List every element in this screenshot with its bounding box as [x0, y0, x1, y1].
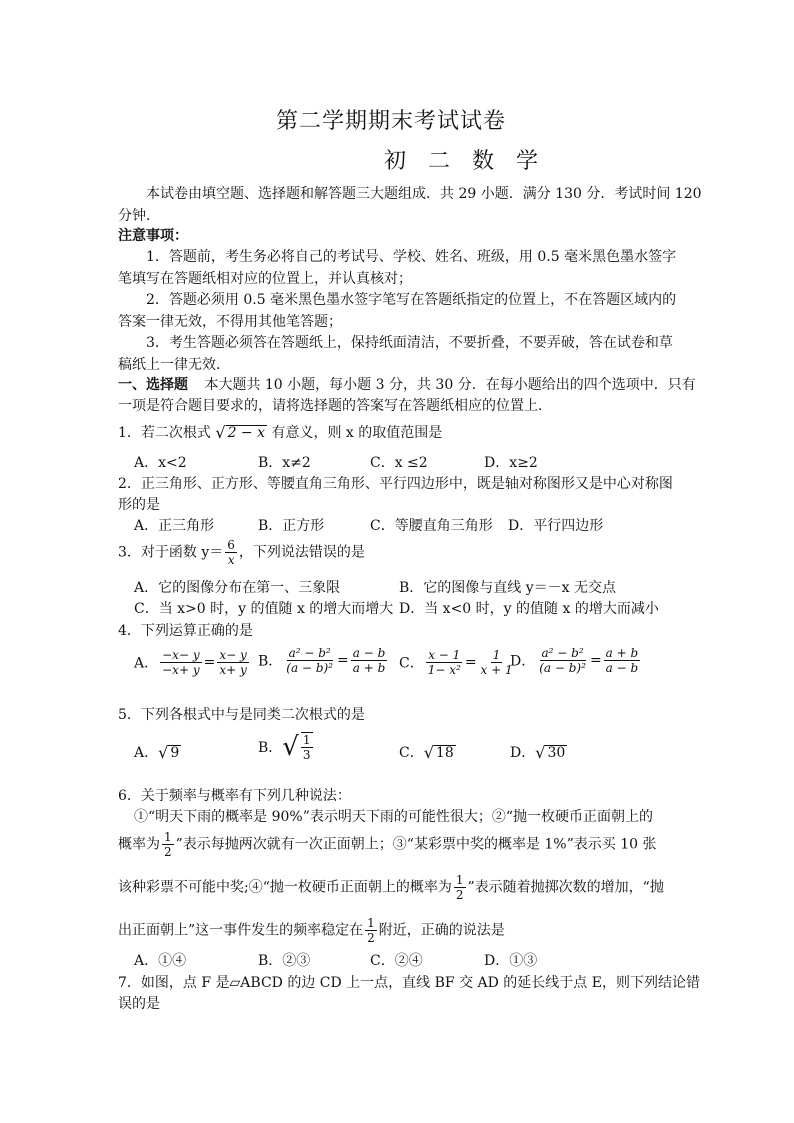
q1-pre: 1．若二次根式	[118, 425, 211, 441]
q4-d-right-den: a − b	[605, 661, 639, 675]
q4-c-eq: =	[464, 654, 477, 671]
q4-c-right-den: x + 1	[480, 663, 513, 677]
note-3-line-1: 3．考生答题必须答在答题纸上，保持纸面清洁，不要折叠，不要弄破，答在试卷和草	[146, 335, 673, 351]
q3-option-c: C．当 x>0 时，y 的值随 x 的增大而增大	[134, 601, 394, 617]
q5-d-sqrt: √ 30	[535, 743, 566, 762]
intro-line-1: 本试卷由填空题、选择题和解答题三大题组成．共 29 小题．满分 130 分．考试时间 120	[146, 186, 702, 202]
note-2-line-1: 2．答题必须用 0.5 毫米黑色墨水签字笔写在答题纸指定的位置上，不在答题区域内的	[146, 292, 677, 308]
q1-sqrt: √ 2 − x	[215, 423, 266, 442]
q6-half-2	[454, 873, 466, 902]
q5-a-radicand: 9	[170, 745, 180, 761]
q3-option-d: D．当 x<0 时，y 的值随 x 的增大而减小	[399, 601, 659, 617]
q4-a-left-num: −x− y	[162, 648, 200, 662]
question-5-stem: 5．下列各根式中与是同类二次根式的是	[118, 707, 365, 723]
q4-option-a	[134, 648, 251, 677]
section-1-line-1	[118, 374, 696, 394]
q6-option-a: A．①④	[134, 953, 187, 969]
question-3-stem	[118, 538, 365, 567]
q5-d-radicand: 30	[547, 745, 566, 761]
q4-option-c	[399, 648, 517, 677]
q4-b-left	[284, 646, 335, 675]
q5-option-b	[258, 732, 315, 762]
q4-d-eq: =	[589, 652, 602, 669]
q5-c-label: C．	[399, 745, 424, 761]
q4-a-left	[160, 648, 201, 677]
q6-line-2	[118, 830, 657, 859]
q6-half-den: 2	[455, 888, 464, 902]
q2-option-d: D．平行四边形	[508, 518, 604, 534]
question-1-stem	[118, 422, 442, 442]
q6-l2-pre: 概率为	[118, 836, 160, 853]
q5-b-fraction	[301, 732, 313, 762]
q3-option-b: B．它的图像与直线 y＝－x 无交点	[399, 580, 616, 596]
q4-d-label: D．	[510, 653, 536, 670]
question-2-line-1: 2．正三角形、正方形、等腰直角三角形、平行四边形中，既是轴对称图形又是中心对称图	[118, 476, 673, 492]
q6-half-num: 1	[367, 916, 375, 930]
q4-a-right	[217, 648, 248, 677]
q5-option-a	[134, 742, 181, 762]
q4-d-right	[604, 646, 641, 675]
q6-line-4	[118, 916, 505, 945]
q6-l4-post: 附近，正确的说法是	[378, 922, 505, 939]
q6-l2-post: ”表示每抛两次就有一次正面朝上；③“某彩票中奖的概率是 1%”表示买 10 张	[175, 836, 657, 853]
q2-option-a: A．正三角形	[134, 518, 215, 534]
q1-option-c: C．x ≤2	[370, 455, 428, 471]
page-subtitle	[384, 144, 560, 175]
q4-option-d	[510, 646, 642, 675]
subtitle-char: 二	[428, 149, 451, 174]
q5-option-c	[399, 742, 456, 762]
q4-a-label: A．	[134, 655, 159, 672]
q4-d-left	[537, 646, 588, 675]
q3-post: ，下列说法错误的是	[238, 544, 365, 561]
q6-half-num: 1	[164, 830, 172, 844]
q5-b-num: 1	[302, 733, 311, 747]
q4-c-label: C．	[399, 655, 424, 672]
q4-b-left-den: (a − b)²	[286, 661, 333, 675]
q4-b-right-den: a + b	[352, 661, 386, 675]
q4-b-right	[351, 646, 388, 675]
q1-radicand: 2 − x	[227, 425, 266, 441]
q2-option-c: C．等腰直角三角形	[370, 518, 493, 534]
q4-a-left-den: −x+ y	[162, 663, 200, 677]
q5-c-radicand: 18	[435, 745, 454, 761]
subtitle-char: 数	[472, 149, 495, 174]
intro-line-2: 分钟．	[118, 208, 160, 224]
section-1-text: 本大题共 10 小题，每小题 3 分，共 30 分．在每小题给出的四个选项中．只有	[204, 377, 696, 393]
q1-option-d: D．x≥2	[484, 455, 538, 471]
q4-c-left-num: x − 1	[428, 648, 461, 662]
q6-half-num: 1	[455, 873, 464, 887]
q5-c-sqrt: √ 18	[423, 743, 454, 762]
q4-option-b	[258, 646, 389, 675]
q4-b-left-num: a² − b²	[288, 646, 331, 660]
q4-b-eq: =	[337, 652, 349, 669]
q1-post: 有意义，则 x 的取值范围是	[271, 425, 443, 441]
q4-d-left-den: (a − b)²	[539, 661, 586, 675]
q6-l4-pre: 出正面朝上”这一事件发生的频率稳定在	[118, 922, 364, 939]
q4-c-left	[426, 648, 463, 677]
q5-d-label: D．	[510, 745, 536, 761]
question-4-stem: 4．下列运算正确的是	[118, 623, 253, 639]
q4-c-right-num: 1	[492, 648, 501, 662]
question-7-line-2: 误的是	[118, 996, 160, 1012]
q4-a-right-num: x− y	[219, 648, 247, 662]
q3-pre: 3．对于函数 y＝	[118, 544, 224, 561]
q2-option-b: B．正方形	[258, 518, 325, 534]
q5-b-label: B．	[258, 740, 283, 756]
q5-option-d	[510, 742, 567, 762]
q5-b-sqrt: √ $\frac{1}{3}$	[282, 732, 311, 762]
notes-heading: 注意事项：	[118, 228, 188, 244]
q3-den: x	[227, 553, 235, 567]
q5-b-den: 3	[302, 748, 311, 762]
q4-d-right-num: a + b	[605, 646, 639, 660]
subtitle-char: 学	[516, 149, 539, 174]
q6-option-c: C．②④	[370, 953, 423, 969]
note-1-line-1: 1．答题前，考生务必将自己的考试号、学校、姓名、班级，用 0.5 毫米黑色墨水签字	[146, 249, 677, 265]
q1-option-a: A．x<2	[134, 455, 187, 471]
q4-a-right-den: x+ y	[219, 663, 247, 677]
q6-l3-post: ”表示随着抛掷次数的增加，“抛	[467, 879, 664, 896]
q6-half-den: 2	[164, 845, 172, 859]
q6-half-den: 2	[367, 931, 375, 945]
q6-half-3	[365, 916, 377, 945]
q4-c-left-den: 1− x²	[427, 663, 461, 677]
q4-b-right-num: a − b	[352, 646, 386, 660]
note-3-line-2: 稿纸上一律无效．	[118, 357, 230, 373]
section-1-line-2: 一项是符合题目要求的，请将选择题的答案写在答题纸相应的位置上．	[118, 398, 552, 414]
q6-option-b: B．②③	[258, 953, 311, 969]
q6-l3-pre: 该种彩票不可能中奖;④“抛一枚硬币正面朝上的概率为	[118, 879, 452, 896]
q6-line-3	[118, 873, 664, 902]
question-7-line-1: 7．如图，点 F 是▱ABCD 的边 CD 上一点，直线 BF 交 AD 的延长线于点 E，则下列结论错	[118, 975, 700, 991]
q5-a-label: A．	[134, 745, 159, 761]
q4-b-label: B．	[258, 653, 283, 670]
q1-option-b: B．x≠2	[258, 455, 311, 471]
q3-option-a: A．它的图像分布在第一、三象限	[134, 580, 341, 596]
section-1-heading: 一、选择题	[118, 377, 188, 393]
q4-a-eq: =	[203, 654, 216, 671]
q5-a-sqrt: √ 9	[158, 743, 180, 762]
question-2-line-2: 形的是	[118, 497, 160, 513]
page-title: 第二学期期末考试试卷	[276, 109, 507, 134]
q6-option-d: D．①③	[484, 953, 538, 969]
subtitle-char: 初	[384, 149, 407, 174]
q4-d-left-num: a² − b²	[541, 646, 584, 660]
note-2-line-2: 答案一律无效，不得用其他笔答题；	[118, 314, 342, 330]
q3-num: 6	[227, 538, 235, 552]
q6-line-1: ①“明天下雨的概率是 90%”表示明天下雨的可能性很大；②“抛一枚硬币正面朝上的	[134, 809, 654, 825]
note-1-line-2: 笔填写在答题纸相对应的位置上，并认真核对；	[118, 271, 412, 287]
q6-half-1	[162, 830, 174, 859]
q3-fraction	[225, 538, 237, 567]
question-6-stem: 6．关于频率与概率有下列几种说法：	[118, 788, 351, 804]
